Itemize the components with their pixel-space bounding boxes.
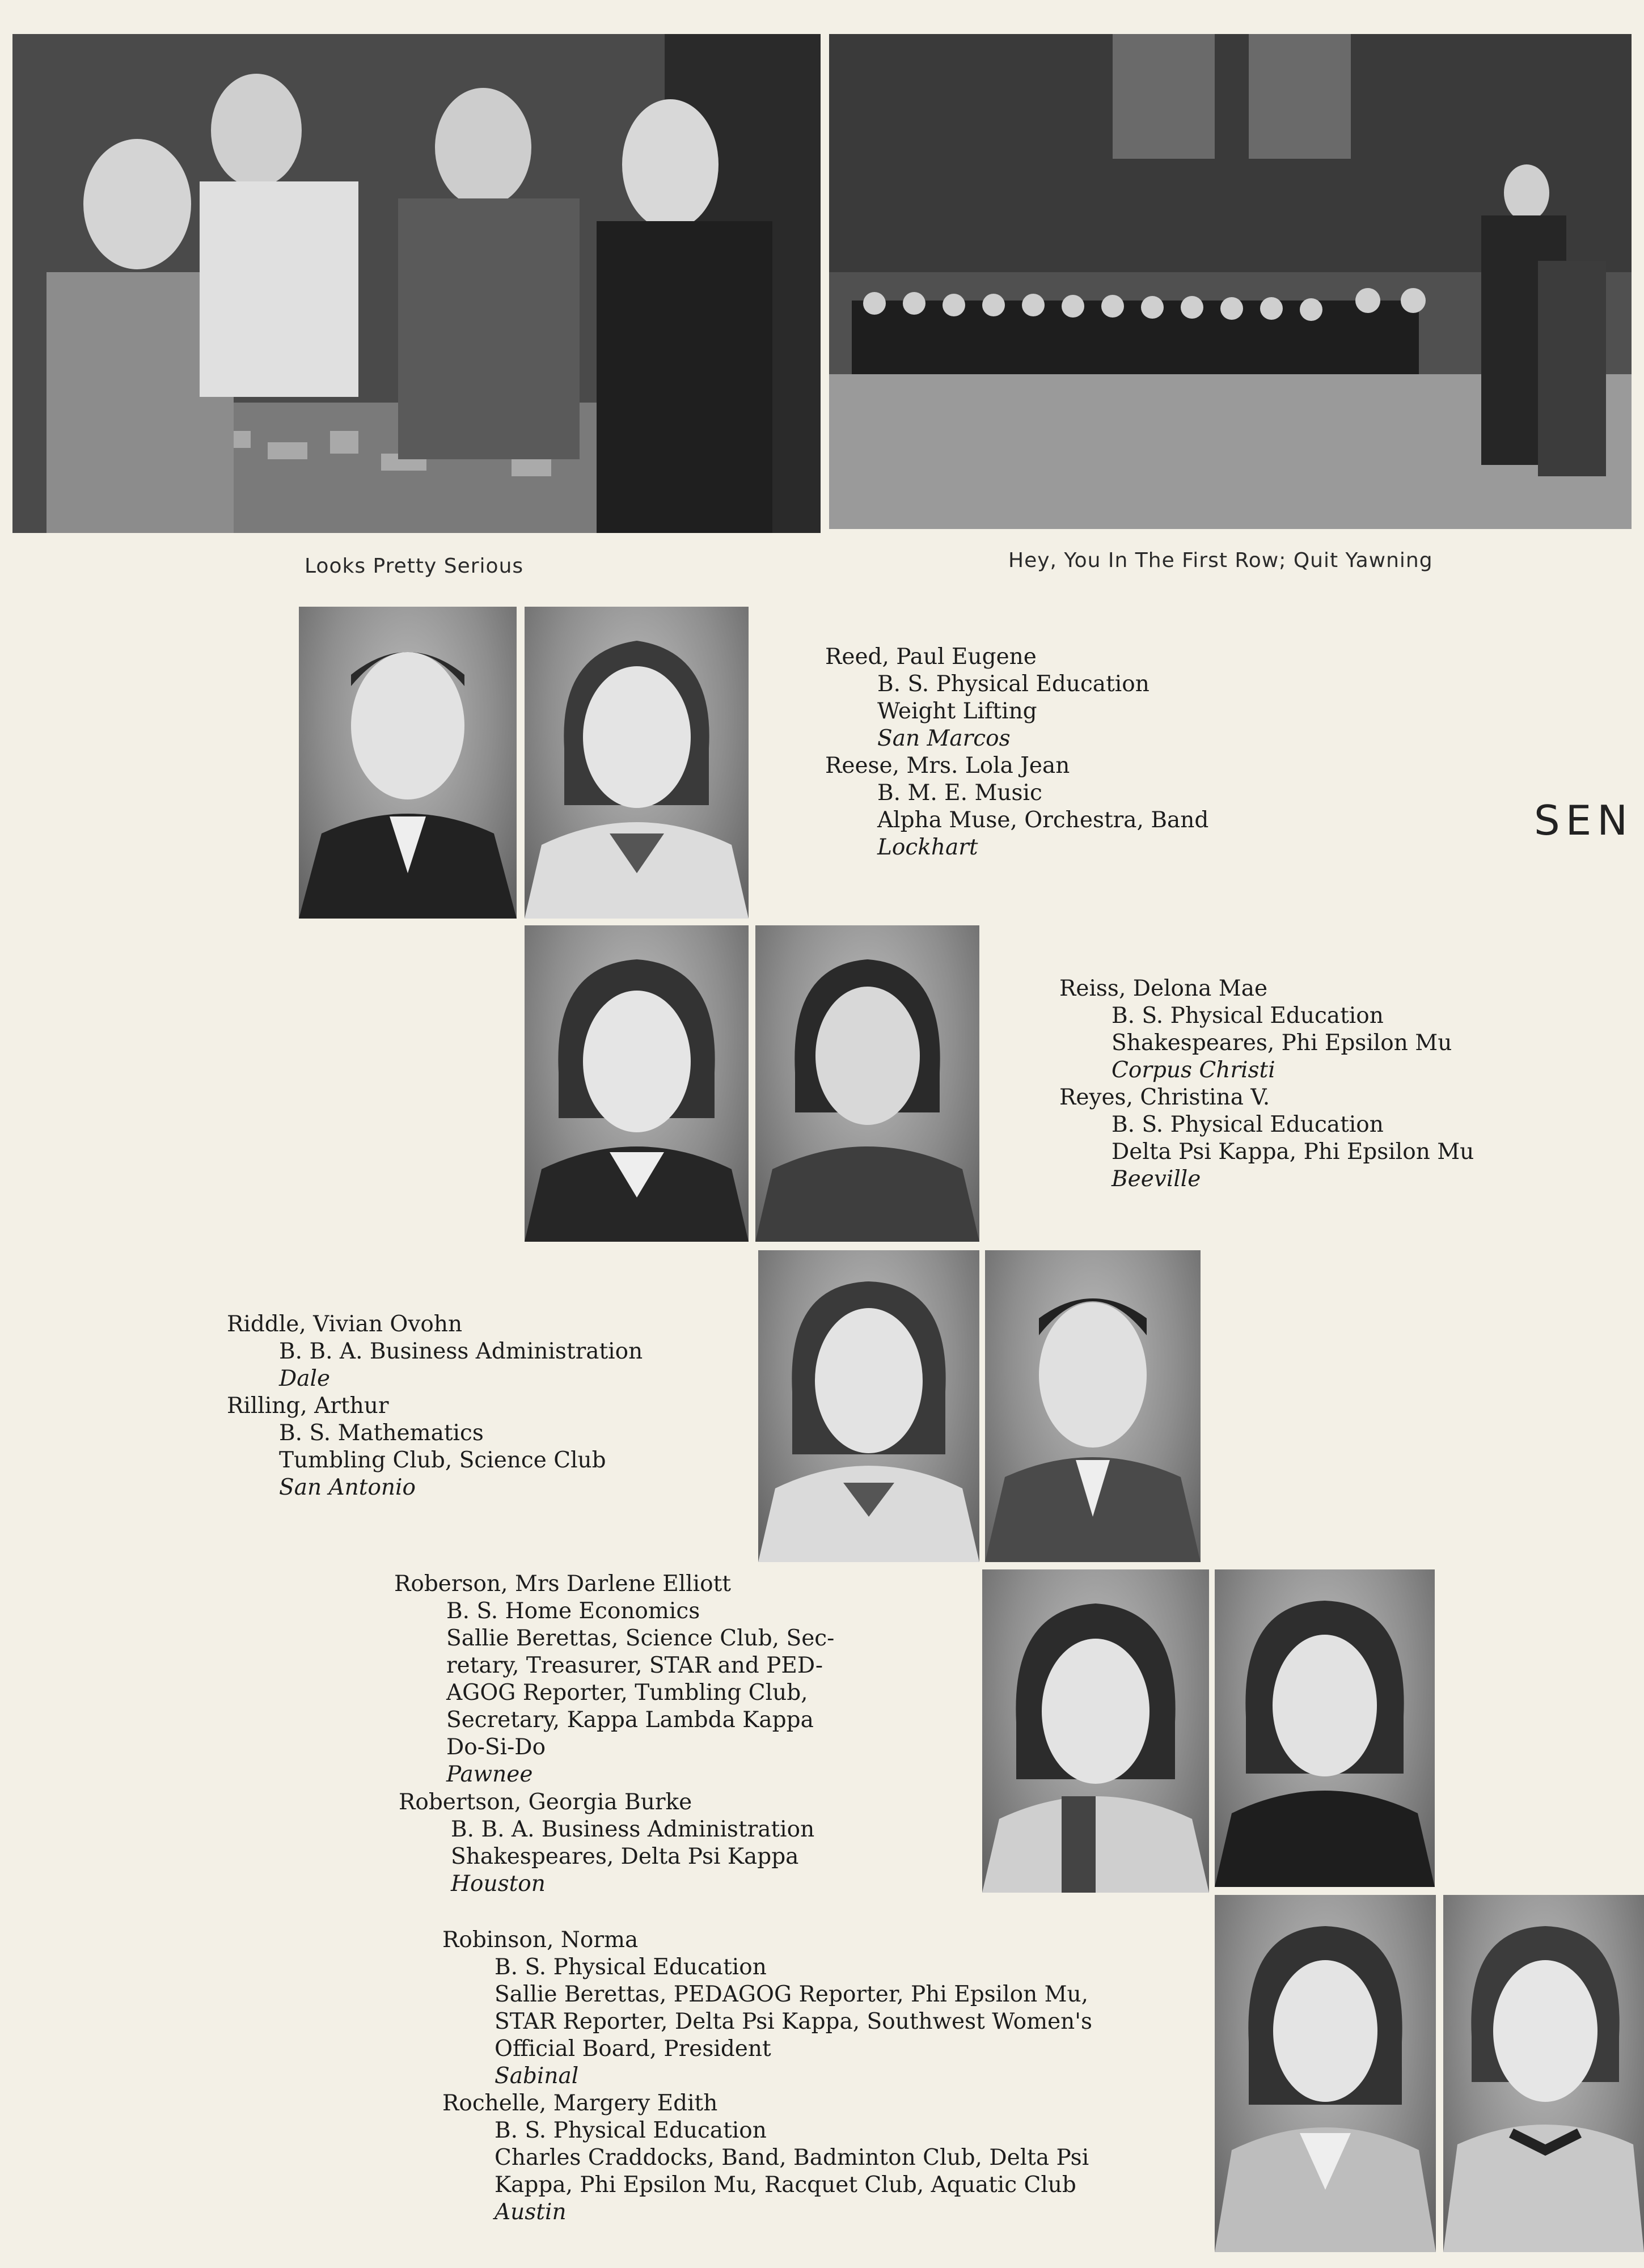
entry-hometown: San Marcos — [877, 726, 1011, 751]
entry-degree: B. S. Physical Education — [1112, 1112, 1384, 1137]
portrait-robinson — [1215, 1895, 1436, 2252]
entry-degree: B. S. Physical Education — [877, 671, 1149, 697]
photo-print-shop — [12, 34, 821, 533]
entry-hometown: Dale — [279, 1366, 331, 1391]
entry-activities-line: Sallie Berettas, Science Club, Sec- — [446, 1626, 835, 1651]
entry-degree: B. S. Home Economics — [446, 1598, 700, 1624]
entry-hometown: Houston — [451, 1871, 546, 1897]
entry-degree: B. B. A. Business Administration — [451, 1817, 815, 1842]
entry-degree: B. S. Physical Education — [495, 1954, 767, 1980]
entry-hometown: Austin — [495, 2199, 567, 2225]
entry-name: Roberson, Mrs Darlene Elliott — [394, 1571, 731, 1597]
entry-activities-line: retary, Treasurer, STAR and PED- — [446, 1653, 823, 1678]
entry-name: Rochelle, Margery Edith — [442, 2091, 718, 2116]
right-photo-caption: Hey, You In The First Row; Quit Yawning — [1008, 549, 1433, 572]
entry-reese — [825, 752, 1208, 861]
entry-robinson — [442, 1927, 1092, 2090]
entry-activities: Shakespeares, Phi Epsilon Mu — [1112, 1030, 1452, 1056]
entry-degree: B. S. Physical Education — [495, 2118, 767, 2143]
portrait-riddle — [758, 1250, 979, 1562]
entry-name: Robertson, Georgia Burke — [399, 1789, 692, 1815]
entry-activities-line: STAR Reporter, Delta Psi Kappa, Southwest Women's — [495, 2009, 1093, 2034]
entry-degree: B. B. A. Business Administration — [279, 1339, 643, 1364]
entry-rilling — [227, 1393, 606, 1501]
entry-activities: Alpha Muse, Orchestra, Band — [877, 807, 1209, 833]
entry-name: Robinson, Norma — [442, 1927, 639, 1953]
entry-name: Reyes, Christina V. — [1059, 1085, 1270, 1110]
entry-activities-line: Do-Si-Do — [446, 1734, 546, 1760]
entry-degree: B. S. Mathematics — [279, 1420, 484, 1446]
entry-degree: B. M. E. Music — [877, 780, 1042, 806]
portrait-roberson — [982, 1569, 1209, 1893]
entry-activities: Weight Lifting — [877, 699, 1037, 724]
entry-activities-line: Sallie Berettas, PEDAGOG Reporter, Phi Epsilon Mu, — [495, 1982, 1089, 2007]
portrait-reiss — [525, 925, 749, 1242]
entry-degree: B. S. Physical Education — [1112, 1003, 1384, 1029]
entry-hometown: Sabinal — [495, 2063, 579, 2089]
entry-activities-line: Secretary, Kappa Lambda Kappa — [446, 1707, 814, 1733]
entry-hometown: Lockhart — [877, 835, 978, 860]
entry-reiss — [1059, 975, 1452, 1084]
entry-riddle — [227, 1311, 643, 1393]
section-title: SEN — [1534, 797, 1634, 844]
entry-activities-line: Kappa, Phi Epsilon Mu, Racquet Club, Aquatic Club — [495, 2172, 1076, 2198]
portrait-rochelle — [1443, 1895, 1644, 2252]
entry-reed — [825, 644, 1149, 752]
entry-reyes — [1059, 1084, 1474, 1193]
entry-rochelle — [442, 2090, 1089, 2226]
entry-name: Reese, Mrs. Lola Jean — [825, 753, 1070, 778]
photo-auditorium-stage — [829, 34, 1632, 529]
entry-hometown: Corpus Christi — [1112, 1057, 1275, 1083]
entry-activities: Delta Psi Kappa, Phi Epsilon Mu — [1112, 1139, 1474, 1165]
portrait-robertson — [1215, 1569, 1435, 1887]
entry-hometown: San Antonio — [279, 1475, 416, 1500]
left-photo-caption: Looks Pretty Serious — [305, 555, 524, 578]
entry-robertson — [399, 1789, 814, 1898]
entry-name: Riddle, Vivian Ovohn — [227, 1311, 463, 1337]
entry-activities: Tumbling Club, Science Club — [279, 1448, 606, 1473]
entry-activities-line: Charles Craddocks, Band, Badminton Club, Delta Psi — [495, 2145, 1089, 2170]
entry-hometown: Beeville — [1112, 1166, 1201, 1192]
entry-name: Rilling, Arthur — [227, 1393, 389, 1419]
entry-hometown: Pawnee — [446, 1762, 533, 1787]
portrait-reese — [525, 607, 749, 919]
entry-activities-line: AGOG Reporter, Tumbling Club, — [446, 1680, 808, 1706]
entry-roberson — [394, 1571, 834, 1788]
portrait-reyes — [755, 925, 979, 1242]
entry-name: Reed, Paul Eugene — [825, 644, 1037, 670]
entry-name: Reiss, Delona Mae — [1059, 976, 1268, 1001]
entry-activities-line: Official Board, President — [495, 2036, 771, 2062]
portrait-rilling — [985, 1250, 1201, 1562]
portrait-reed — [299, 607, 517, 919]
entry-activities: Shakespeares, Delta Psi Kappa — [451, 1844, 799, 1869]
